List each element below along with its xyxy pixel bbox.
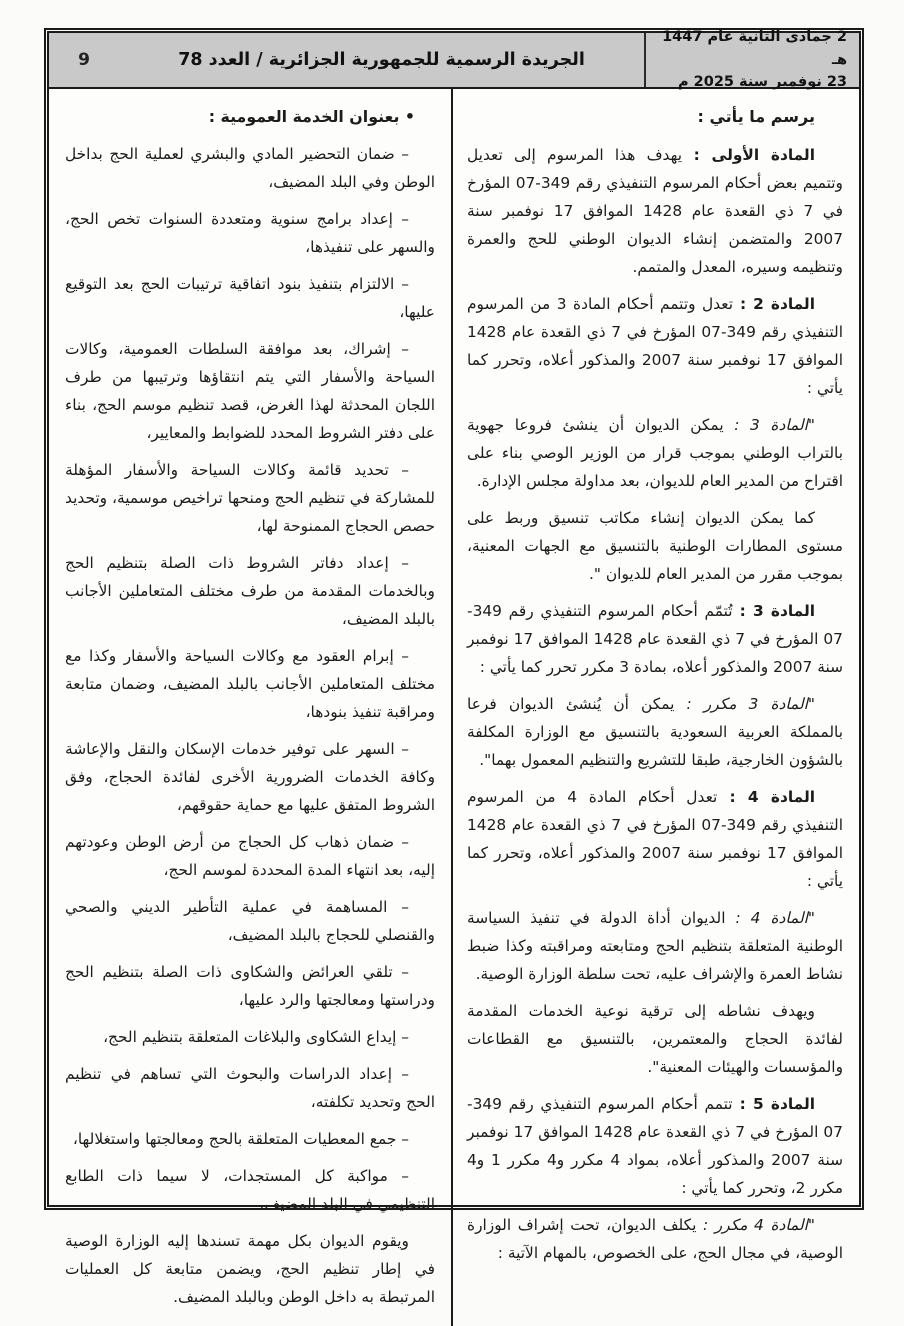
article-paragraph: المادة 4 : تعدل أحكام المادة 4 من المرسوم التنفيذي رقم 349-07 المؤرخ في 7 ذي القعدة عام 1428 الموافق 17 نوفمبر سنة 2007 والمذكور أعلاه، وتحرر كما يأتي : xyxy=(467,788,843,890)
mission-item: – إعداد دفاتر الشروط ذات الصلة بتنظيم الحج وبالخدمات المقدمة من طرف مختلف المتعاملين الأجانب بالبلد المضيف، xyxy=(65,554,435,628)
public-service-heading: • بعنوان الخدمة العمومية : xyxy=(208,107,415,126)
mission-item: – المساهمة في عملية التأطير الديني والصحي والقنصلي للحجاج بالبلد المضيف، xyxy=(65,898,435,944)
mission-item: – إيداع الشكاوى والبلاغات المتعلقة بتنظيم الحج، xyxy=(103,1028,409,1046)
article-lead: "المادة 3 مكرر : xyxy=(674,695,816,713)
two-column-body xyxy=(49,89,859,1326)
article-paragraph: "المادة 4 مكرر : يكلف الديوان، تحت إشراف الوزارة الوصية، في مجال الحج، على الخصوص، بالمهام الآتية : xyxy=(467,1216,843,1262)
hijri-date: 2 جمادى الثانية عام 1447 هـ xyxy=(662,29,847,68)
gazette-title: الجريدة الرسمية للجمهورية الجزائرية / العدد 78 xyxy=(178,50,585,70)
article-lead: "المادة 3 : xyxy=(723,416,815,434)
article-paragraph: المادة الأولى : يهدف هذا المرسوم إلى تعديل وتتميم بعض أحكام المرسوم التنفيذي رقم 349-07 المؤرخ في 7 ذي القعدة عام 1428 الموافق 17 نوفمبر سنة 2007 والمتضمن إنشاء الديوان الوطني للحج والعمرة وتنظيمه وسيره، المعدل والمتمم. xyxy=(467,146,843,276)
article-lead: المادة 5 : xyxy=(732,1095,816,1113)
article-paragraph: ويهدف نشاطه إلى ترقية نوعية الخدمات المقدمة لفائدة الحجاج والمعتمرين، بالتنسيق مع القطاعات والمؤسسات والهيئات المعنية". xyxy=(467,1002,843,1076)
gazette-header-bar xyxy=(49,29,859,91)
mission-item: – الالتزام بتنفيذ بنود اتفاقية ترتيبات الحج بعد التوقيع عليها، xyxy=(65,275,435,321)
right-column xyxy=(451,89,859,1326)
mission-item: – مواكبة كل المستجدات، لا سيما ذات الطابع التنظيمي في البلد المضيف. xyxy=(65,1167,435,1213)
gregorian-date: 23 نوفمبر سنة 2025 م xyxy=(677,74,847,91)
header-date-block xyxy=(644,29,859,91)
mission-item: – السهر على توفير خدمات الإسكان والنقل والإعاشة وكافة الخدمات الضرورية الأخرى لفائدة الحجاج، وفق الشروط المتفق عليها مع حماية حقوقهم، xyxy=(65,740,435,814)
article-lead: المادة 2 : xyxy=(733,295,815,313)
mission-item: – إعداد الدراسات والبحوث التي تساهم في تنظيم الحج وتحديد تكلفته، xyxy=(65,1065,435,1111)
mission-item: ويقوم الديوان بكل مهمة تسندها إليه الوزارة الوصية في إطار تنظيم الحج، ويضمن متابعة كل العمليات المرتبطة به داخل الوطن وبالبلد المضيف. xyxy=(65,1232,435,1306)
page-number: 9 xyxy=(78,50,90,70)
article-paragraph: "المادة 4 : الديوان أداة الدولة في تنفيذ السياسة الوطنية المتعلقة بتنظيم الحج ومتابعته ومراقبته وكذا ضبط نشاط العمرة والإشراف عليه، تحت سلطة الوزارة الوصية. xyxy=(467,909,843,983)
article-paragraph: كما يمكن الديوان إنشاء مكاتب تنسيق وربط على مستوى المطارات الوطنية بالتنسيق مع الجهات المعنية، بموجب مقرر من المدير العام للديوان ". xyxy=(467,509,843,583)
article-lead: المادة 3 : xyxy=(732,602,816,620)
mission-item: – ضمان ذهاب كل الحجاج من أرض الوطن وعودتهم إليه، بعد انتهاء المدة المحددة لموسم الحج، xyxy=(65,833,435,879)
mission-item: – إبرام العقود مع وكالات السياحة والأسفار وكذا مع مختلف المتعاملين الأجانب بالبلد المضيف، وضمان متابعة ومراقبة تنفيذ بنودها، xyxy=(65,647,435,721)
article-lead: المادة 4 : xyxy=(717,788,815,806)
mission-item: – إشراك، بعد موافقة السلطات العمومية، وكالات السياحة والأسفار التي يتم انتقاؤها وترتيبها من طرف اللجان المحدثة لهذا الغرض، قصد تنظيم موسم الحج، بناء على دفتر الشروط المحدد للضوابط والمعايير، xyxy=(65,340,435,442)
mission-item: – تحديد قائمة وكالات السياحة والأسفار المؤهلة للمشاركة في تنظيم الحج ومنحها تراخيص موسمية، وتحديد حصص الحجاج الممنوحة لها، xyxy=(65,461,435,535)
article-lead: "المادة 4 مكرر : xyxy=(696,1216,815,1234)
right-column-paragraphs xyxy=(467,141,843,1267)
mission-item: – ضمان التحضير المادي والبشري لعملية الحج بداخل الوطن وفي البلد المضيف، xyxy=(65,145,435,191)
article-lead: "المادة 4 : xyxy=(725,909,815,927)
article-paragraph: المادة 5 : تتمم أحكام المرسوم التنفيذي رقم 349-07 المؤرخ في 7 ذي القعدة عام 1428 الموافق 17 نوفمبر سنة 2007 والمذكور أعلاه، بمواد 4 مكرر و4 مكرر 1 و4 مكرر 2، وتحرر كما يأتي : xyxy=(467,1095,844,1197)
left-column xyxy=(49,89,451,1326)
article-paragraph: المادة 2 : تعدل وتتمم أحكام المادة 3 من المرسوم التنفيذي رقم 349-07 المؤرخ في 7 ذي القعدة عام 1428 الموافق 17 نوفمبر سنة 2007 والمذكور أعلاه، وتحرر كما يأتي : xyxy=(467,295,843,397)
article-paragraph: "المادة 3 مكرر : يمكن أن يُنشئ الديوان فرعا بالمملكة العربية السعودية بالتنسيق مع الوزارة المكلفة بالشؤون الخارجية، طبقا للتشريع والتنظيم المعمول بهما". xyxy=(467,695,843,769)
mission-item: – تلقي العرائض والشكاوى ذات الصلة بتنظيم الحج ودراستها ومعالجتها والرد عليها، xyxy=(65,963,435,1009)
article-paragraph: "المادة 3 : يمكن الديوان أن ينشئ فروعا جهوية بالتراب الوطني بموجب قرار من الوزير الوصي بناء على اقتراح من المدير العام للديوان، بعد مداولة مجلس الإدارة. xyxy=(467,416,843,490)
mission-item: – جمع المعطيات المتعلقة بالحج ومعالجتها واستغلالها، xyxy=(72,1130,409,1148)
decree-intro: يرسم ما يأتي : xyxy=(697,107,815,126)
article-lead: المادة الأولى : xyxy=(682,146,815,164)
page-frame xyxy=(44,28,864,1306)
left-column-items xyxy=(65,140,435,1311)
article-paragraph: المادة 3 : تُتمّم أحكام المرسوم التنفيذي رقم 349-07 المؤرخ في 7 ذي القعدة عام 1428 الموافق 17 نوفمبر سنة 2007 والمذكور أعلاه، بمادة 3 مكرر تحرر كما يأتي : xyxy=(467,602,843,676)
mission-item: – إعداد برامج سنوية ومتعددة السنوات تخص الحج، والسهر على تنفيذها، xyxy=(65,210,435,256)
